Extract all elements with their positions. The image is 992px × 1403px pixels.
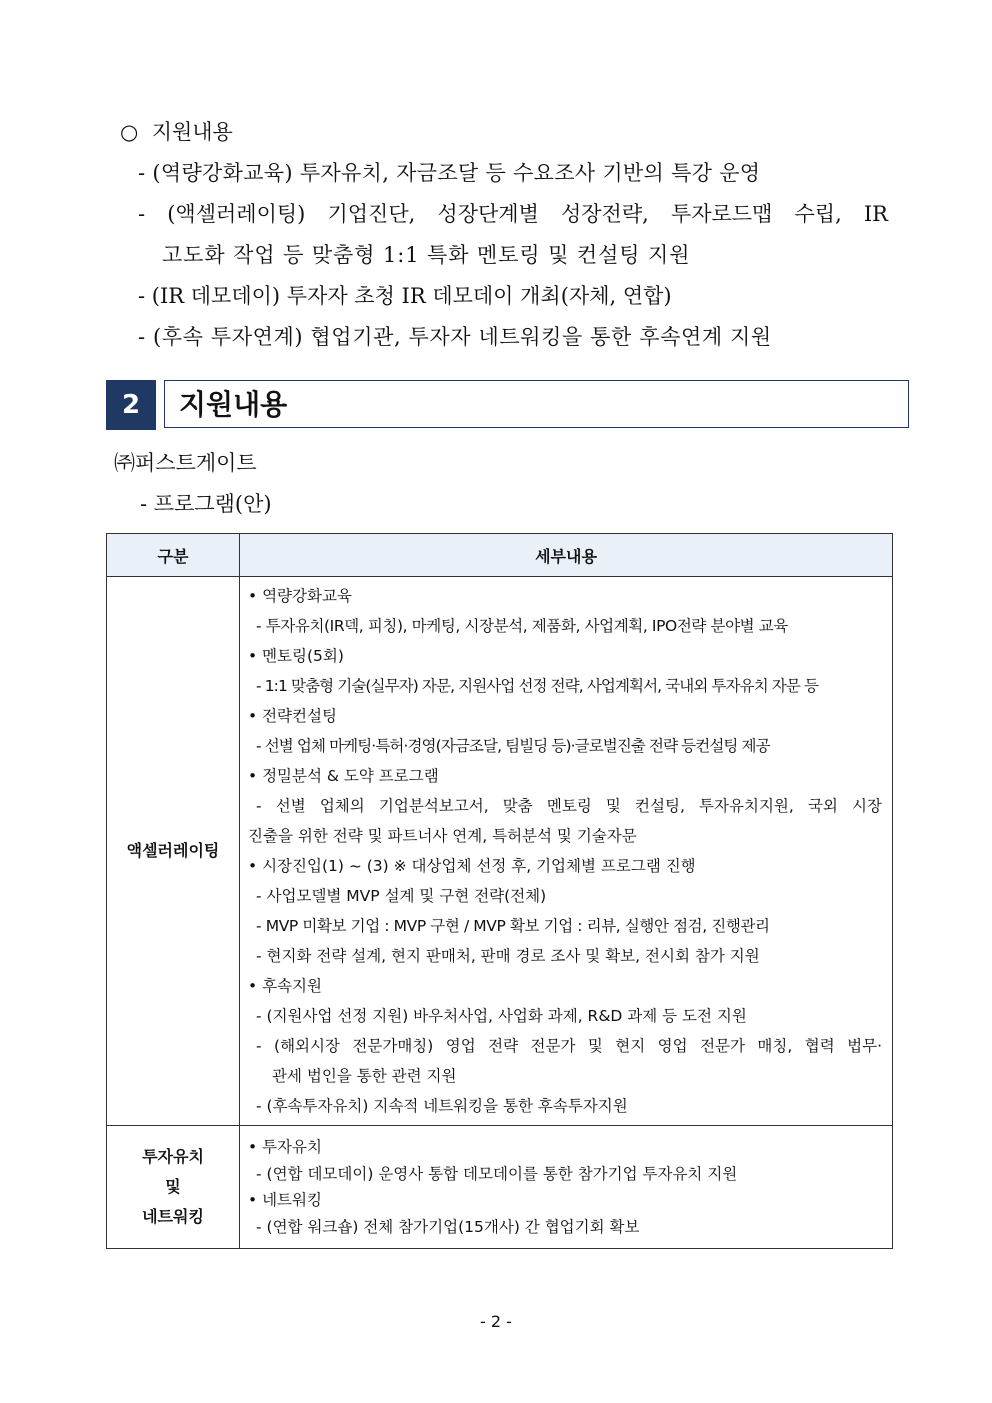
detail-line: - (후속투자유치) 지속적 네트워킹을 통한 후속투자지원 <box>256 1097 628 1115</box>
detail-line: - 현지화 전략 설계, 현지 판매처, 판매 경로 조사 및 확보, 전시회 참가 지원 <box>256 947 760 965</box>
detail-line: • 정밀분석 & 도약 프로그램 <box>248 767 439 785</box>
detail-line: - (연합 워크숍) 전체 참가기업(15개사) 간 협업기회 확보 <box>256 1217 640 1236</box>
intro-item-continuation: 고도화 작업 등 맞춤형 1:1 특화 멘토링 및 컨설팅 지원 <box>162 243 691 267</box>
header-detail: 세부내용 <box>240 534 893 577</box>
detail-line: - 선별 업체의 기업분석보고서, 맞춤 멘토링 및 컨설팅, 투자유치지원, 국외 시장 <box>256 797 882 815</box>
intro-heading: ○ 지원내용 <box>120 120 233 144</box>
table-row <box>107 577 893 1126</box>
row-category <box>107 1126 240 1249</box>
detail-line: - 선별 업체 마케팅·특허·경영(자금조달, 팀빌딩 등)·글로벌진출 전략 등컨설팅 제공 <box>256 737 770 755</box>
detail-line: - 투자유치(IR덱, 피칭), 마케팅, 시장분석, 제품화, 사업계획, IPO전략 분야별 교육 <box>256 617 788 635</box>
detail-line: - (지원사업 선정 지원) 바우처사업, 사업화 과제, R&D 과제 등 도전 지원 <box>256 1007 747 1025</box>
detail-line: 관세 법인을 통한 관련 지원 <box>272 1067 457 1085</box>
program-label: - 프로그램(안) <box>140 492 272 516</box>
detail-line: • 멘토링(5회) <box>248 647 344 665</box>
row-detail <box>240 577 893 1126</box>
section-number: 2 <box>106 380 156 430</box>
detail-line: - (해외시장 전문가매칭) 영업 전략 전문가 및 현지 영업 전문가 매칭, 협력 법무· <box>256 1037 882 1055</box>
detail-line: - MVP 미확보 기업 : MVP 구현 / MVP 확보 기업 : 리뷰, 실행안 점검, 진행관리 <box>256 917 770 935</box>
table-header-row <box>107 534 893 577</box>
detail-line: - 사업모델별 MVP 설계 및 구현 전략(전체) <box>256 887 547 905</box>
intro-item: - (역량강화교육) 투자유치, 자금조달 등 수요조사 기반의 특강 운영 <box>138 161 761 185</box>
detail-line: • 전략컨설팅 <box>248 707 337 725</box>
category-line: 네트워킹 <box>142 1207 204 1226</box>
header-category: 구분 <box>107 534 240 577</box>
detail-line: • 후속지원 <box>248 977 322 995</box>
company-name: ㈜퍼스트게이트 <box>114 451 257 475</box>
detail-line: • 투자유치 <box>248 1138 322 1156</box>
section-title: 지원내용 <box>164 380 909 428</box>
category-line: 투자유치 <box>142 1147 204 1166</box>
intro-item: - (액셀러레이팅) 기업진단, 성장단계별 성장전략, 투자로드맵 수립, IR <box>138 202 888 226</box>
program-table <box>106 533 893 1249</box>
detail-line: 진출을 위한 전략 및 파트너사 연계, 특허분석 및 기술자문 <box>248 827 637 845</box>
section-heading <box>106 380 909 430</box>
category-line: 및 <box>165 1177 181 1196</box>
row-category: 액셀러레이팅 <box>107 577 240 1126</box>
detail-line: • 시장진입(1) ~ (3) ※ 대상업체 선정 후, 기업체별 프로그램 진행 <box>248 857 696 875</box>
intro-item: - (후속 투자연계) 협업기관, 투자자 네트워킹을 통한 후속연계 지원 <box>138 325 772 349</box>
detail-line: • 역량강화교육 <box>248 587 352 605</box>
detail-line: - 1:1 맞춤형 기술(실무자) 자문, 지원사업 선정 전략, 사업계획서, 국내외 투자유치 자문 등 <box>256 677 819 695</box>
page-number: - 2 - <box>480 1312 512 1331</box>
intro-item: - (IR 데모데이) 투자자 초청 IR 데모데이 개최(자체, 연합) <box>138 284 672 308</box>
table-row <box>107 1126 893 1249</box>
detail-line: - (연합 데모데이) 운영사 통합 데모데이를 통한 참가기업 투자유치 지원 <box>256 1164 738 1183</box>
row-detail <box>240 1126 893 1249</box>
detail-line: • 네트워킹 <box>248 1191 322 1209</box>
